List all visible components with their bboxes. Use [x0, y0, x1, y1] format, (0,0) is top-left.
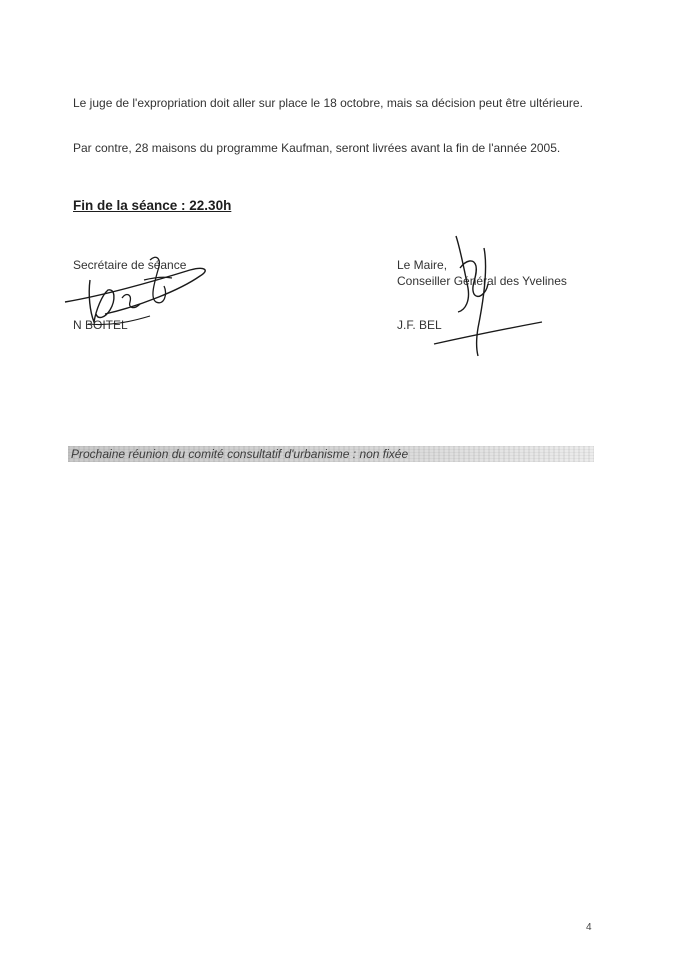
mayor-role: Conseiller Général des Yvelines: [397, 274, 567, 288]
page-number: 4: [586, 922, 592, 933]
next-meeting-text: Prochaine réunion du comité consultatif d'urbanisme : non fixée: [71, 447, 409, 461]
paragraph-kaufman: Par contre, 28 maisons du programme Kaufman, seront livrées avant la fin de l'année 2005.: [73, 141, 561, 155]
secretary-title: Secrétaire de séance: [73, 258, 187, 272]
mayor-signature: [430, 228, 550, 358]
session-end-time: Fin de la séance : 22.30h: [73, 198, 232, 213]
mayor-title: Le Maire,: [397, 258, 448, 272]
next-meeting-banner: [68, 446, 594, 462]
mayor-name: J.F. BEL: [397, 318, 442, 332]
secretary-signature: [60, 240, 220, 340]
secretary-name: N BOITEL: [73, 318, 128, 332]
paragraph-expropriation: Le juge de l'expropriation doit aller sur place le 18 octobre, mais sa décision peut être ultérieure.: [73, 96, 583, 110]
